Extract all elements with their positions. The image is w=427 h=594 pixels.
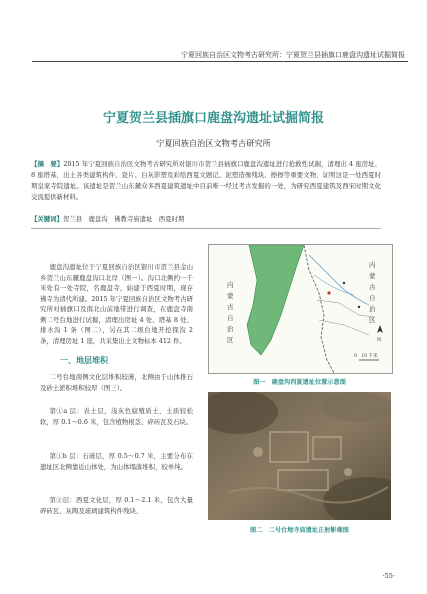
svg-text:内: 内 [369,261,376,269]
site-marker [327,291,330,294]
svg-text:自: 自 [369,294,376,302]
body-paragraph-2: 二号台地南侧文化层堆积较薄，北侧由于山体推石及砂土淤积堆积较厚（图三）。 [40,373,193,392]
keywords-label: 【关键词】 [31,215,63,223]
svg-text:区: 区 [369,316,376,324]
svg-text:自: 自 [227,314,234,322]
svg-text:古: 古 [227,303,234,311]
keywords-rule [31,228,381,229]
abstract [31,159,381,203]
body-paragraph-3: 第①a 层：表土层，浅灰色腐殖质土，土质较松软，厚 0.1～0.6 米，包含植物根茎、碎砖瓦及石块。 [40,407,193,426]
keywords [31,214,381,225]
article-title: 宁夏贺兰县插旗口鹿盘沟遗址试掘简报 [102,111,324,126]
svg-text:蒙: 蒙 [227,292,234,300]
running-head: 宁夏回族自治区文物考古研究所：宁夏贺兰县插旗口鹿盘沟遗址试掘简报 [181,51,405,59]
abstract-label: 【摘 要】 [31,160,64,168]
header-rule [32,61,408,62]
location-map [208,244,393,374]
page-number: ·55· [382,572,395,580]
svg-text:蒙: 蒙 [369,272,376,280]
section-heading-1: 一、地层堆积 [60,356,108,365]
keywords-text: 贺兰县 鹿盘沟 佛教寺庙遗址 西夏时期 [62,215,185,223]
town-marker [343,282,345,284]
article-author: 宁夏回族自治区文物考古研究所 [156,138,271,148]
svg-text:古: 古 [369,283,376,291]
abstract-text: 2015 年宁夏回族自治区文物考古研究所对银川市贺兰县插旗口鹿盘沟遗址进行抢救性试掘，清理出 4 座房址、8 座塔基，出土各类建筑构件、瓷片、白灰影塑及彩绘西夏文题记、泥塑造像残块、擦擦等重要文物，证明这是一处西夏时期皇家寺院遗址。该遗址是贺兰山东麓众多西夏建筑遗址中目前唯一经过考古发掘的一处，为研究西夏建筑及西宋时期文化交流提供新材料。 [31,160,382,201]
figure-1-caption: 图一 鹿盘沟西夏遗址位置示意图 [253,379,346,386]
svg-text:区: 区 [227,336,234,344]
scale-label: 0 10 千米 [354,354,378,359]
body-paragraph-4: 第①b 层：石砾层，厚 0.5～0.7 米，主要分布在遗址区北侧靠近山体处，为山体塌落堆积，较单纯。 [40,452,193,471]
aerial-photo-svg [208,392,391,520]
svg-text:内: 内 [227,281,234,289]
stupa-base-2 [344,468,352,476]
svg-text:N: N [377,337,382,343]
location-map-svg [209,245,392,373]
aerial-photo [208,392,391,520]
town-marker-2 [358,306,360,308]
body-paragraph-1: 鹿盘沟遗址位于宁夏回族自治区银川市贺兰县金山乡贺兰山东麓鹿盘沟口北岸（图一）。沟口北侧约一千米处有一处寺院，名鹿盘寺，始建于西夏时期，现存佛寺为清代所建。2015 年宁夏回族自治区文物考古研究所对插旗口及南北山前地带进行调查，在鹿盘寺南侧二号台地进行试掘，清理出房址 4 处、塔基 8 处、排水沟 1 条（图二），另在其二级台地开挖探沟 2 条，清理房址 1 座，共采集出土文物标本 412 件。 [40,263,193,345]
stupa-base [253,447,263,457]
figure-2-caption: 图二 二号台地寺庙遗址正射影像图 [250,527,349,534]
body-paragraph-5: 第②层：西夏文化层，厚 0.1～2.1 米，包含大量碎砖瓦、灰陶及琉璃建筑构件残块、 [40,496,193,515]
svg-text:治: 治 [227,325,234,333]
svg-text:治: 治 [369,305,376,313]
